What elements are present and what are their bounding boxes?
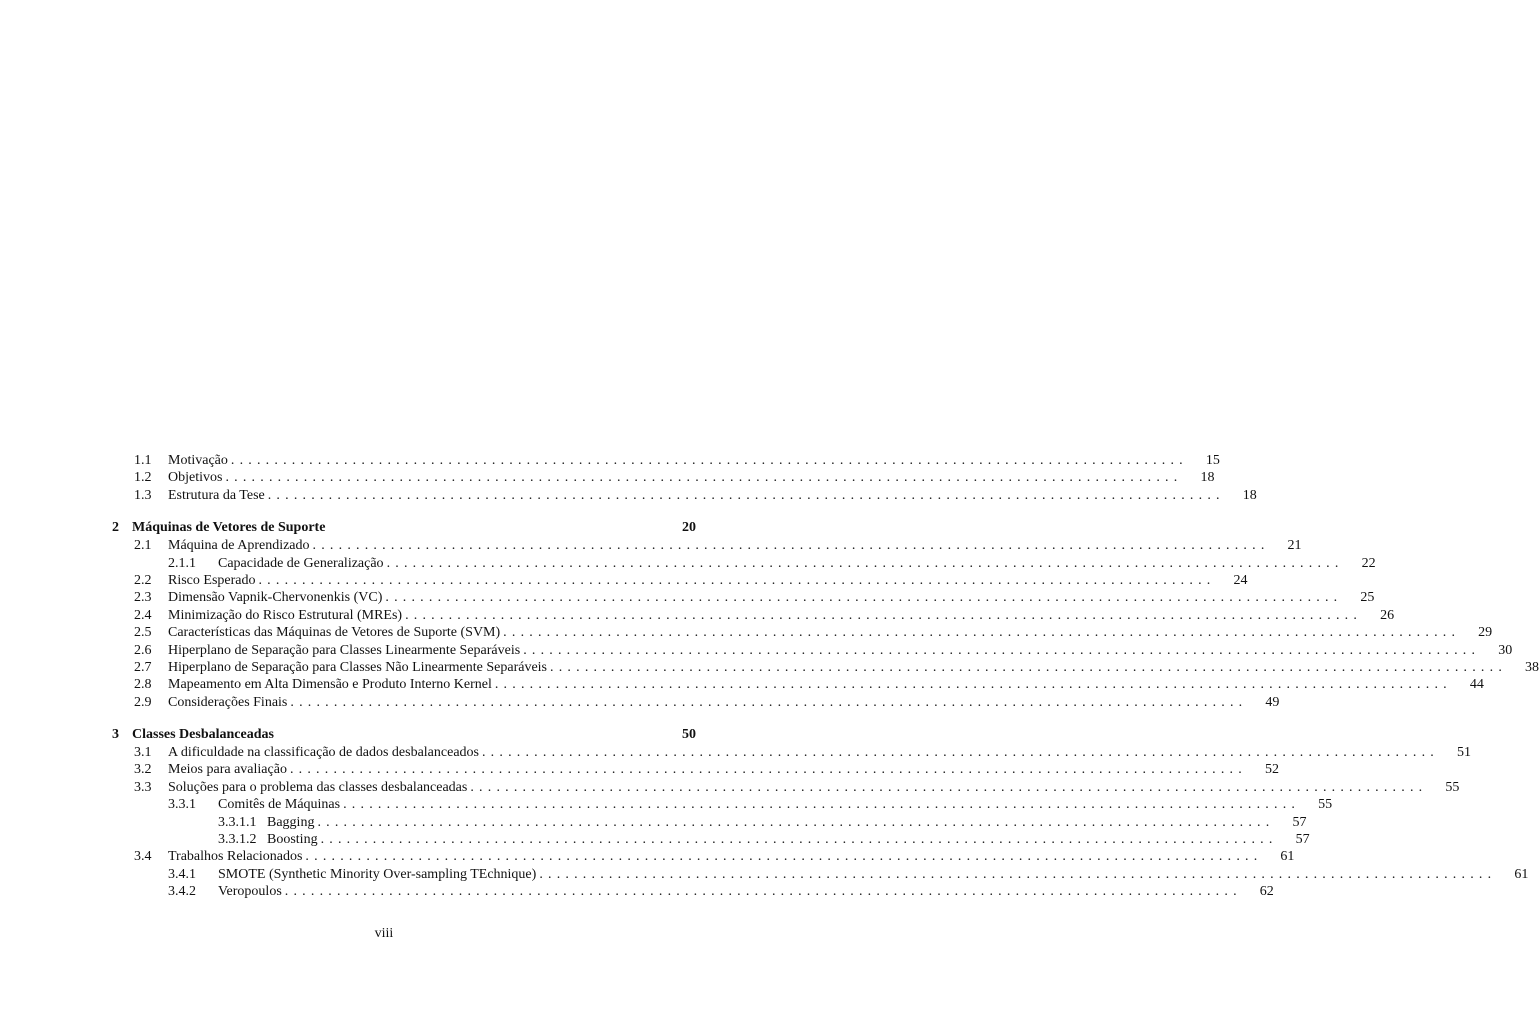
dot-leader: .............................................................................................................. [290,694,1248,710]
entry-number: 2.1 [134,538,152,554]
entry-page: 52 [1264,762,1279,778]
entry-number: 3.4 [134,849,152,865]
toc-entry[interactable] [112,537,1302,554]
entry-title: Risco Esperado [168,572,256,588]
toc-entry[interactable] [112,761,1279,778]
entry-page: 55 [1318,797,1333,813]
entry-number: 2.7 [134,659,152,675]
chapter-number: 2 [112,520,119,536]
toc-entry[interactable] [112,589,1375,606]
chapter-heading[interactable] [112,518,696,537]
page-number: viii [374,926,394,941]
chapter-title: Máquinas de Vetores de Suporte [132,520,326,536]
entry-title: Características das Máquinas de Vetores de Suporte (SVM) [168,625,501,641]
entry-page: 38 [1525,659,1539,675]
entry-page: 25 [1360,590,1375,606]
toc-entry[interactable] [112,796,1333,813]
chapter-page: 20 [682,520,696,536]
table-of-contents [112,452,1539,901]
dot-leader: .............................................................................................................. [523,642,1481,658]
entry-number: 1.2 [134,470,152,486]
toc-entry[interactable] [112,744,1471,761]
entry-page: 15 [1205,453,1220,468]
entry-page: 61 [1514,866,1529,882]
dot-leader: .............................................................................................................. [386,555,1344,571]
entry-number: 2.3 [134,590,152,606]
toc-entry[interactable] [112,831,1310,848]
dot-leader: .............................................................................................................. [503,625,1461,641]
dot-leader: .............................................................................................................. [230,453,1188,468]
toc-entry[interactable] [112,469,1215,486]
entry-page: 30 [1498,642,1513,658]
entry-title: SMOTE (Synthetic Minority Over-sampling TEchnique) [218,866,537,882]
dot-leader: .............................................................................................................. [312,538,1270,554]
entry-title: Veropoulos [218,884,282,900]
entry-page: 49 [1265,694,1280,710]
dot-leader: .............................................................................................................. [305,849,1263,865]
entry-number: 3.3.1 [168,797,196,813]
toc-entry[interactable] [112,659,1539,676]
entry-number: 2.8 [134,677,152,693]
dot-leader: .............................................................................................................. [317,814,1275,830]
entry-number: 2.5 [134,625,152,641]
entry-title: Comitês de Máquinas [218,797,341,813]
dot-leader: .............................................................................................................. [539,866,1497,882]
entry-title: Bagging [267,814,315,830]
entry-page: 51 [1456,745,1471,761]
dot-leader: .............................................................................................................. [550,659,1508,675]
entry-page: 44 [1469,677,1484,693]
entry-number: 3.3 [134,779,152,795]
entry-title: Mapeamento em Alta Dimensão e Produto Interno Kernel [168,677,492,693]
chapter-page: 50 [682,727,696,743]
entry-title: Boosting [267,832,318,848]
toc-entry[interactable] [112,694,1280,711]
dot-leader: .............................................................................................................. [343,797,1301,813]
entry-number: 2.1.1 [168,555,196,571]
dot-leader: .............................................................................................................. [267,487,1225,503]
toc-entry[interactable] [112,848,1295,865]
entry-title: Trabalhos Relacionados [168,849,303,865]
entry-title: Estrutura da Tese [168,487,265,503]
toc-entry[interactable] [112,866,1529,883]
dot-leader: .............................................................................................................. [258,572,1216,588]
entry-title: Objetivos [168,470,223,486]
toc-entry[interactable] [112,555,1376,572]
entry-page: 55 [1445,779,1460,795]
entry-number: 3.1 [134,745,152,761]
entry-page: 57 [1295,832,1310,848]
entry-page: 62 [1259,884,1274,900]
dot-leader: .............................................................................................................. [225,470,1183,486]
entry-number: 2.9 [134,694,152,710]
entry-page: 18 [1200,470,1215,486]
entry-page: 24 [1233,572,1248,588]
entry-title: Capacidade de Generalização [218,555,384,571]
entry-title: Considerações Finais [168,694,288,710]
entry-number: 3.3.1.2 [218,832,257,848]
toc-entry[interactable] [112,883,1274,900]
entry-title: Soluções para o problema das classes desbalanceadas [168,779,468,795]
entry-number: 2.6 [134,642,152,658]
entry-title: Meios para avaliação [168,762,287,778]
entry-page: 29 [1478,625,1493,641]
entry-title: Dimensão Vapnik-Chervonenkis (VC) [168,590,383,606]
dot-leader: .............................................................................................................. [385,590,1343,606]
entry-number: 2.4 [134,607,152,623]
toc-entry[interactable] [112,624,1493,641]
entry-title: Máquina de Aprendizado [168,538,310,554]
dot-leader: .............................................................................................................. [470,779,1428,795]
dot-leader: .............................................................................................................. [481,745,1439,761]
entry-page: 26 [1380,607,1395,623]
toc-entry[interactable] [112,779,1460,796]
toc-entry[interactable] [112,814,1307,831]
dot-leader: .............................................................................................................. [289,762,1247,778]
entry-title: Hiperplano de Separação para Classes Não Linearmente Separáveis [168,659,548,675]
dot-leader: .............................................................................................................. [405,607,1363,623]
entry-page: 18 [1242,487,1257,503]
chapter-number: 3 [112,727,119,743]
toc-entry[interactable] [112,572,1248,589]
toc-entry[interactable] [112,452,1220,469]
entry-title: Motivação [168,453,228,468]
entry-title: Hiperplano de Separação para Classes Linearmente Separáveis [168,642,521,658]
dot-leader: .............................................................................................................. [494,677,1452,693]
entry-page: 21 [1287,538,1302,554]
entry-page: 61 [1280,849,1295,865]
entry-title: Minimização do Risco Estrutural (MREs) [168,607,403,623]
chapter-title: Classes Desbalanceadas [132,727,274,743]
entry-title: A dificuldade na classificação de dados desbalanceados [168,745,479,761]
toc-entry[interactable] [112,607,1395,624]
toc-entry[interactable] [112,642,1513,659]
entry-number: 1.1 [134,453,152,468]
chapter-heading[interactable] [112,725,696,744]
dot-leader: .............................................................................................................. [320,832,1278,848]
entry-page: 57 [1292,814,1307,830]
entry-number: 3.4.1 [168,866,196,882]
toc-entry[interactable] [112,676,1484,693]
dot-leader: .............................................................................................................. [284,884,1242,900]
toc-entry[interactable] [112,487,1257,504]
entry-number: 1.3 [134,487,152,503]
entry-number: 3.4.2 [168,884,196,900]
entry-number: 3.2 [134,762,152,778]
entry-page: 22 [1361,555,1376,571]
entry-number: 2.2 [134,572,152,588]
entry-number: 3.3.1.1 [218,814,257,830]
